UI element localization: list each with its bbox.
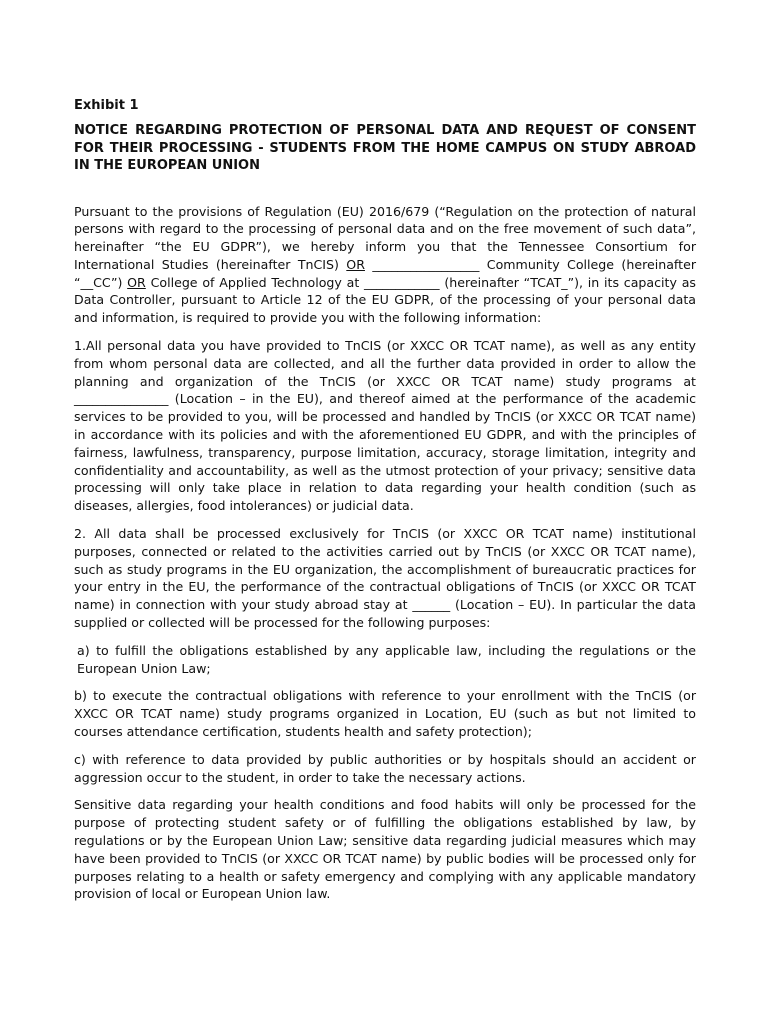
- paragraph-1: 1.All personal data you have provided to TnCIS (or XXCC OR TCAT name), as well as any entity from whom personal data are collected, and all the further data provided in order to allow the planning and organization of the TnCIS (or XXCC OR TCAT name) study programs at _______________ (Location – in the EU), and thereof aimed at the performance of the academic services to be provided to you, will be processed and handled by TnCIS (or XXCC OR TCAT name) in accordance with its policies and with the aforementioned EU GDPR, and with the principles of fairness, lawfulness, transparency, purpose limitation, accuracy, storage limitation, integrity and confidentiality and accountability, as well as the utmost protection of your privacy; sensitive data processing will only take place in relation to data regarding your health condition (such as diseases, allergies, food intolerances) or judicial data.: [74, 338, 696, 514]
- purpose-b: b) to execute the contractual obligations with reference to your enrollment with the TnCIS (or XXCC OR TCAT name) study programs organized in Location, EU (such as but not limited to courses attendance certification, students health and safety protection);: [74, 688, 696, 740]
- or-emphasis-2: OR: [127, 274, 146, 290]
- purpose-a: a) to fulfill the obligations established by any applicable law, including the regulations or the European Union Law;: [77, 642, 696, 676]
- document-title: NOTICE REGARDING PROTECTION OF PERSONAL DATA AND REQUEST OF CONSENT FOR THEIR PROCESSING - STUDENTS FROM THE HOME CAMPUS ON STUDY ABROAD IN THE EUROPEAN UNION: [74, 123, 696, 173]
- intro-text-part1: Pursuant to the provisions of Regulation (EU) 2016/679 (“Regulation on the protection of natural persons with regard to the processing of personal data and on the free movement of such data”, hereinafter “the EU GDPR”), we hereby inform you that the Tennessee Consortium for International Studies (hereinafter TnCIS): [74, 203, 696, 272]
- intro-paragraph: [74, 203, 696, 328]
- document-page: [74, 97, 696, 913]
- sensitive-data-paragraph: Sensitive data regarding your health conditions and food habits will only be processed for the purpose of protecting student safety or of fulfilling the obligations established by law, by regulations or by the European Union Law; sensitive data regarding judicial measures which may have been provided to TnCIS (or XXCC OR TCAT name) by public bodies will be processed only for purposes relating to a health or safety emergency and complying with any applicable mandatory provision of local or European Union law.: [74, 797, 696, 902]
- exhibit-label: Exhibit 1: [74, 98, 139, 113]
- or-emphasis-1: OR: [346, 256, 365, 272]
- paragraph-2: 2. All data shall be processed exclusively for TnCIS (or XXCC OR TCAT name) institutional purposes, connected or related to the activities carried out by TnCIS (or XXCC OR TCAT name), such as study programs in the EU organization, the accomplishment of bureaucratic practices for your entry in the EU, the performance of the contractual obligations of TnCIS (or XXCC OR TCAT name) in connection with your study abroad stay at ______ (Location – EU). In particular the data supplied or collected will be processed for the following purposes:: [74, 526, 696, 631]
- purpose-c: c) with reference to data provided by public authorities or by hospitals should an accident or aggression occur to the student, in order to take the necessary actions.: [74, 751, 696, 785]
- intro-text-part3: College of Applied Technology at ____________ (hereinafter “TCAT_”), in its capacity as Data Controller, pursuant to Article 12 of the EU GDPR, of the processing of your personal data and information, is required to provide you with the following information:: [74, 274, 696, 326]
- intro-text-part2: _________________ Community College (hereinafter “__CC”): [74, 256, 696, 290]
